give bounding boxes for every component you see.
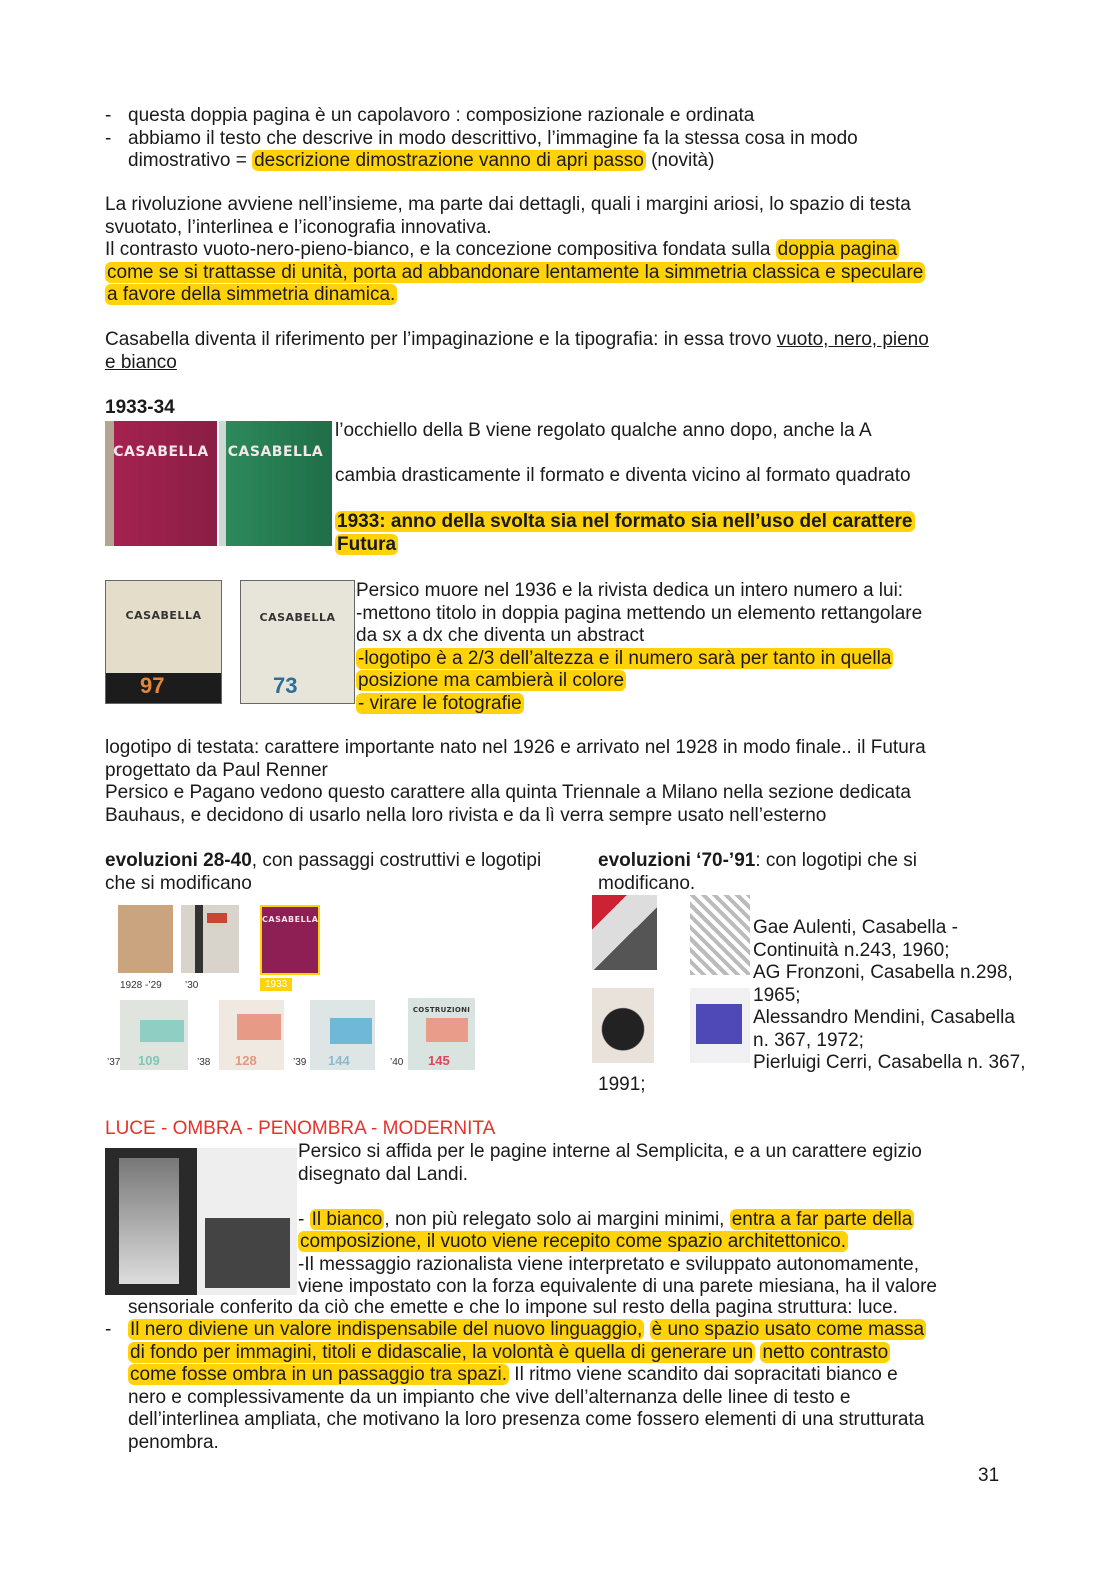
text-line: [105, 782, 926, 805]
text-line: [128, 1297, 898, 1320]
text-1991: [598, 1074, 646, 1097]
text-segment: Il ritmo viene scandito dai sopracitati bianco e: [509, 1364, 898, 1385]
text-segment: -: [298, 1208, 310, 1230]
highlighted-text: - virare le fotografie: [358, 692, 522, 714]
paragraph-rivoluzione: [105, 194, 925, 307]
text-line: [356, 625, 922, 648]
text-segment: Persico muore nel 1936 e la rivista dedica un intero numero a lui:: [356, 580, 904, 601]
cover-number: 144: [328, 1053, 350, 1068]
cover-thumb-1933: [260, 905, 320, 975]
cover-image-97: [105, 580, 222, 704]
highlighted-text: netto contrasto: [762, 1341, 889, 1363]
text-line: [298, 1254, 937, 1277]
text-line: [298, 1209, 937, 1232]
text-segment: Persico e Pagano vedono questo carattere alla quinta Triennale a Milano nella sezione dedicata: [105, 782, 911, 803]
text-line: [753, 1007, 1025, 1030]
paragraph-persico: [356, 580, 922, 715]
highlighted-text: entra a far parte della: [731, 1208, 913, 1230]
highlighted-text: Il nero diviene un valore indispensabile del nuovo linguaggio,: [130, 1319, 643, 1340]
cover-number: 128: [235, 1053, 257, 1068]
cover-thumb-1928: [118, 905, 173, 973]
text-segment: Pierluigi Cerri, Casabella n. 367,: [753, 1052, 1026, 1073]
highlighted-text: di fondo per immagini, titoli e didascalie, la volontà è quella di generare un: [130, 1341, 754, 1363]
text-line: [105, 128, 858, 151]
image-casa-in-roma-spread: [105, 1148, 297, 1295]
caption-1939: ’39: [293, 1057, 307, 1068]
text-segment: -mettono titolo in doppia pagina mettendo un elemento rettangolare: [356, 602, 923, 624]
text-line: [753, 917, 1025, 940]
cover-number: 109: [138, 1053, 160, 1068]
text-line: [105, 737, 926, 760]
caption-1940: ’40: [390, 1057, 404, 1068]
highlighted-text: descrizione dimostrazione vanno di apri passo: [254, 150, 644, 171]
text-segment: [644, 1319, 649, 1340]
heading-evoluzioni-28-40: [105, 850, 541, 895]
text-line: [105, 850, 541, 873]
cover-logo: CASABELLA: [227, 444, 324, 460]
text-segment: Casabella diventa il riferimento per l’impaginazione e la tipografia: in essa trovo: [105, 329, 777, 350]
text-occhiello: [335, 420, 872, 443]
text-segment: -Il messaggio razionalista viene interpretato e sviluppato autonomamente,: [298, 1253, 920, 1275]
text-line: [105, 352, 929, 375]
text-segment: svuotato, l’interlinea e l’iconografia innovativa.: [105, 216, 492, 238]
text-line: [105, 760, 926, 783]
text-line: [105, 873, 541, 896]
text-segment: Gae Aulenti, Casabella -: [753, 917, 958, 938]
paragraph-logotipo: [105, 737, 926, 827]
text-segment: Continuità n.243, 1960;: [753, 939, 950, 961]
text-segment: , non più relegato solo ai margini minimi,: [384, 1208, 730, 1230]
text-line: [105, 805, 926, 828]
paragraph-persico-semplicita: [298, 1141, 937, 1299]
text-segment: dimostrativo =: [128, 150, 253, 171]
text-segment: l’occhiello della B viene regolato qualche anno dopo, anche la A: [335, 420, 872, 441]
text-segment: Il contrasto vuoto-nero-pieno-bianco, e la concezione compositiva fondata sulla: [105, 239, 776, 260]
cover-number: 97: [140, 673, 165, 698]
text-line: [105, 1319, 926, 1342]
text-segment: Alessandro Mendini, Casabella: [753, 1007, 1015, 1028]
cover-thumb-mendini: [592, 988, 654, 1063]
text-segment: (novità): [645, 150, 715, 171]
text-segment: logotipo di testata: carattere importante nato nel 1926 e arrivato nel 1928 in modo finale.. il Futura: [105, 737, 926, 758]
cover-thumb-128: [219, 1000, 284, 1070]
text-line: [753, 985, 1025, 1008]
text-line: [753, 1052, 1025, 1075]
text-line: [335, 465, 911, 488]
cover-thumb-cerri: [690, 988, 750, 1063]
highlighted-text: Il bianco: [311, 1208, 383, 1230]
text-segment: , con passaggi costruttivi e logotipi: [251, 850, 542, 871]
text-line: [105, 217, 925, 240]
text-segment: questa doppia pagina è un capolavoro : composizione razionale e ordinata: [128, 105, 755, 126]
highlighted-text: doppia pagina: [777, 239, 898, 260]
text-segment: Bauhaus, e decidono di usarlo nella loro rivista e da lì verra sempre usato nell’esterno: [105, 804, 827, 826]
page-number: 31: [978, 1465, 1000, 1486]
cover-logo: CASABELLA: [262, 915, 319, 924]
highlighted-text: composizione, il vuoto viene recepito come spazio architettonico.: [300, 1231, 847, 1252]
cover-image-magenta: [105, 421, 217, 546]
cover-thumb-145: [408, 998, 475, 1070]
text-line: [753, 1030, 1025, 1053]
text-segment: Persico si affida per le pagine interne al Semplicita, e a un carattere egizio: [298, 1141, 922, 1162]
text-line: [356, 693, 922, 716]
text-segment: abbiamo il testo che descrive in modo descrittivo, l’immagine fa la stessa cosa in modo: [128, 127, 858, 149]
text-segment: 1991;: [598, 1074, 646, 1095]
text-line: [335, 420, 872, 443]
highlighted-text: a favore della simmetria dinamica.: [107, 284, 396, 305]
cover-thumb-1930: [181, 905, 239, 973]
text-line: [105, 105, 858, 128]
text-segment: e bianco: [105, 351, 177, 373]
heading-evoluzioni-70-91: [598, 850, 917, 895]
text-segment: : con logotipi che si: [755, 850, 917, 871]
text-segment: dell’interlinea ampliata, che motivano la loro presenza come fossero elementi di una strutturata: [128, 1409, 925, 1430]
heading-luce-ombra: LUCE - OMBRA - PENOMBRA - MODERNITA: [105, 1118, 496, 1139]
cover-image-73: [240, 580, 355, 704]
paragraph-casabella: [105, 329, 929, 374]
text-segment: modificano.: [598, 872, 696, 894]
text-line: [356, 648, 922, 671]
cover-number: 73: [273, 673, 298, 698]
text-line: [105, 1432, 926, 1455]
text-segment: penombra.: [128, 1431, 219, 1453]
highlighted-text: 1933: anno della svolta sia nel formato sia nell’uso del carattere: [337, 511, 913, 532]
text-line: [105, 1342, 926, 1365]
text-formato: [335, 465, 911, 488]
caption-1930: ’30: [185, 980, 199, 991]
text-line: [356, 603, 922, 626]
cover-logo: CASABELLA: [259, 611, 336, 624]
cover-logo: CASABELLA: [113, 444, 209, 460]
text-line: [598, 850, 917, 873]
cover-logo: CASABELLA: [125, 609, 202, 622]
bullet-nero: [105, 1319, 926, 1454]
text-1933-svolta: [335, 511, 915, 556]
caption-1928: 1928 -’29: [120, 980, 162, 991]
text-line: [105, 1387, 926, 1410]
caption-1938: ’38: [197, 1057, 211, 1068]
text-segment: nero e complessivamente da un impianto che vive dell’alternanza delle linee di testo e: [128, 1386, 851, 1408]
text-segment: La rivoluzione avviene nell’insieme, ma parte dai dettagli, quali i margini ariosi, lo spazio di testa: [105, 194, 911, 215]
highlighted-text: Futura: [337, 533, 397, 555]
text-luce: [128, 1297, 898, 1320]
highlighted-text: come se si trattasse di unità, porta ad abbandonare lentamente la simmetria classica e speculare: [107, 261, 924, 283]
cover-thumb-144: [310, 1000, 375, 1070]
text-segment: evoluzioni ‘70-’91: [598, 850, 756, 871]
text-line: [335, 534, 915, 557]
text-line: [105, 1409, 926, 1432]
caption-1933: 1933: [260, 978, 292, 991]
text-segment: sensoriale conferito da ciò che emette e che lo impone sul resto della pagina struttura: luce.: [128, 1297, 898, 1318]
text-line: [753, 940, 1025, 963]
text-segment: da sx a dx che diventa un abstract: [356, 625, 645, 646]
text-line: [298, 1186, 937, 1209]
text-line: [105, 284, 925, 307]
text-segment: vuoto, nero, pieno: [776, 329, 929, 350]
text-line: [105, 329, 929, 352]
text-line: [298, 1141, 937, 1164]
text-line: [105, 397, 175, 420]
text-segment: che si modificano: [105, 872, 252, 894]
highlighted-text: -logotipo è a 2/3 dell’altezza e il numero sarà per tanto in quella: [358, 647, 892, 669]
text-segment: 1933-34: [105, 397, 175, 418]
text-segment: viene impostato con la forza equivalente di una parete miesiana, ha il valore: [298, 1276, 937, 1297]
highlighted-text: posizione ma cambierà il colore: [358, 670, 625, 691]
cover-thumb-aulenti: [592, 895, 657, 970]
text-line: [105, 1364, 926, 1387]
text-segment: disegnato dal Landi.: [298, 1163, 469, 1185]
text-line: [335, 511, 915, 534]
text-line: [598, 873, 917, 896]
caption-1937: ’37: [107, 1057, 121, 1068]
text-line: [105, 150, 858, 173]
text-line: [105, 262, 925, 285]
cover-thumb-109: [120, 1000, 188, 1070]
highlighted-text: è uno spazio usato come massa: [651, 1319, 925, 1340]
text-segment: evoluzioni 28-40: [105, 850, 252, 871]
highlighted-text: come fosse ombra in un passaggio tra spazi.: [130, 1364, 508, 1385]
cover-image-green: [219, 421, 332, 546]
text-line: [598, 1074, 646, 1097]
text-segment: n. 367, 1972;: [753, 1029, 864, 1051]
text-segment: progettato da Paul Renner: [105, 759, 328, 781]
text-segment: AG Fronzoni, Casabella n.298,: [753, 962, 1013, 983]
cover-thumb-fronzoni: [690, 895, 750, 975]
text-line: [356, 670, 922, 693]
list-evoluzioni-credits: [753, 917, 1025, 1075]
heading-1933-34: [105, 397, 175, 420]
text-segment: cambia drasticamente il formato e diventa vicino al formato quadrato: [335, 465, 911, 486]
text-line: [298, 1276, 937, 1299]
text-line: [105, 194, 925, 217]
text-segment: 1965;: [753, 984, 801, 1006]
text-line: [298, 1164, 937, 1187]
text-line: [105, 239, 925, 262]
text-line: [753, 962, 1025, 985]
text-line: [298, 1231, 937, 1254]
bullet-list-intro: [105, 105, 858, 173]
text-line: [356, 580, 922, 603]
cover-number: 145: [428, 1053, 450, 1068]
cover-logo-costruzioni: COSTRUZIONI: [412, 1006, 471, 1014]
